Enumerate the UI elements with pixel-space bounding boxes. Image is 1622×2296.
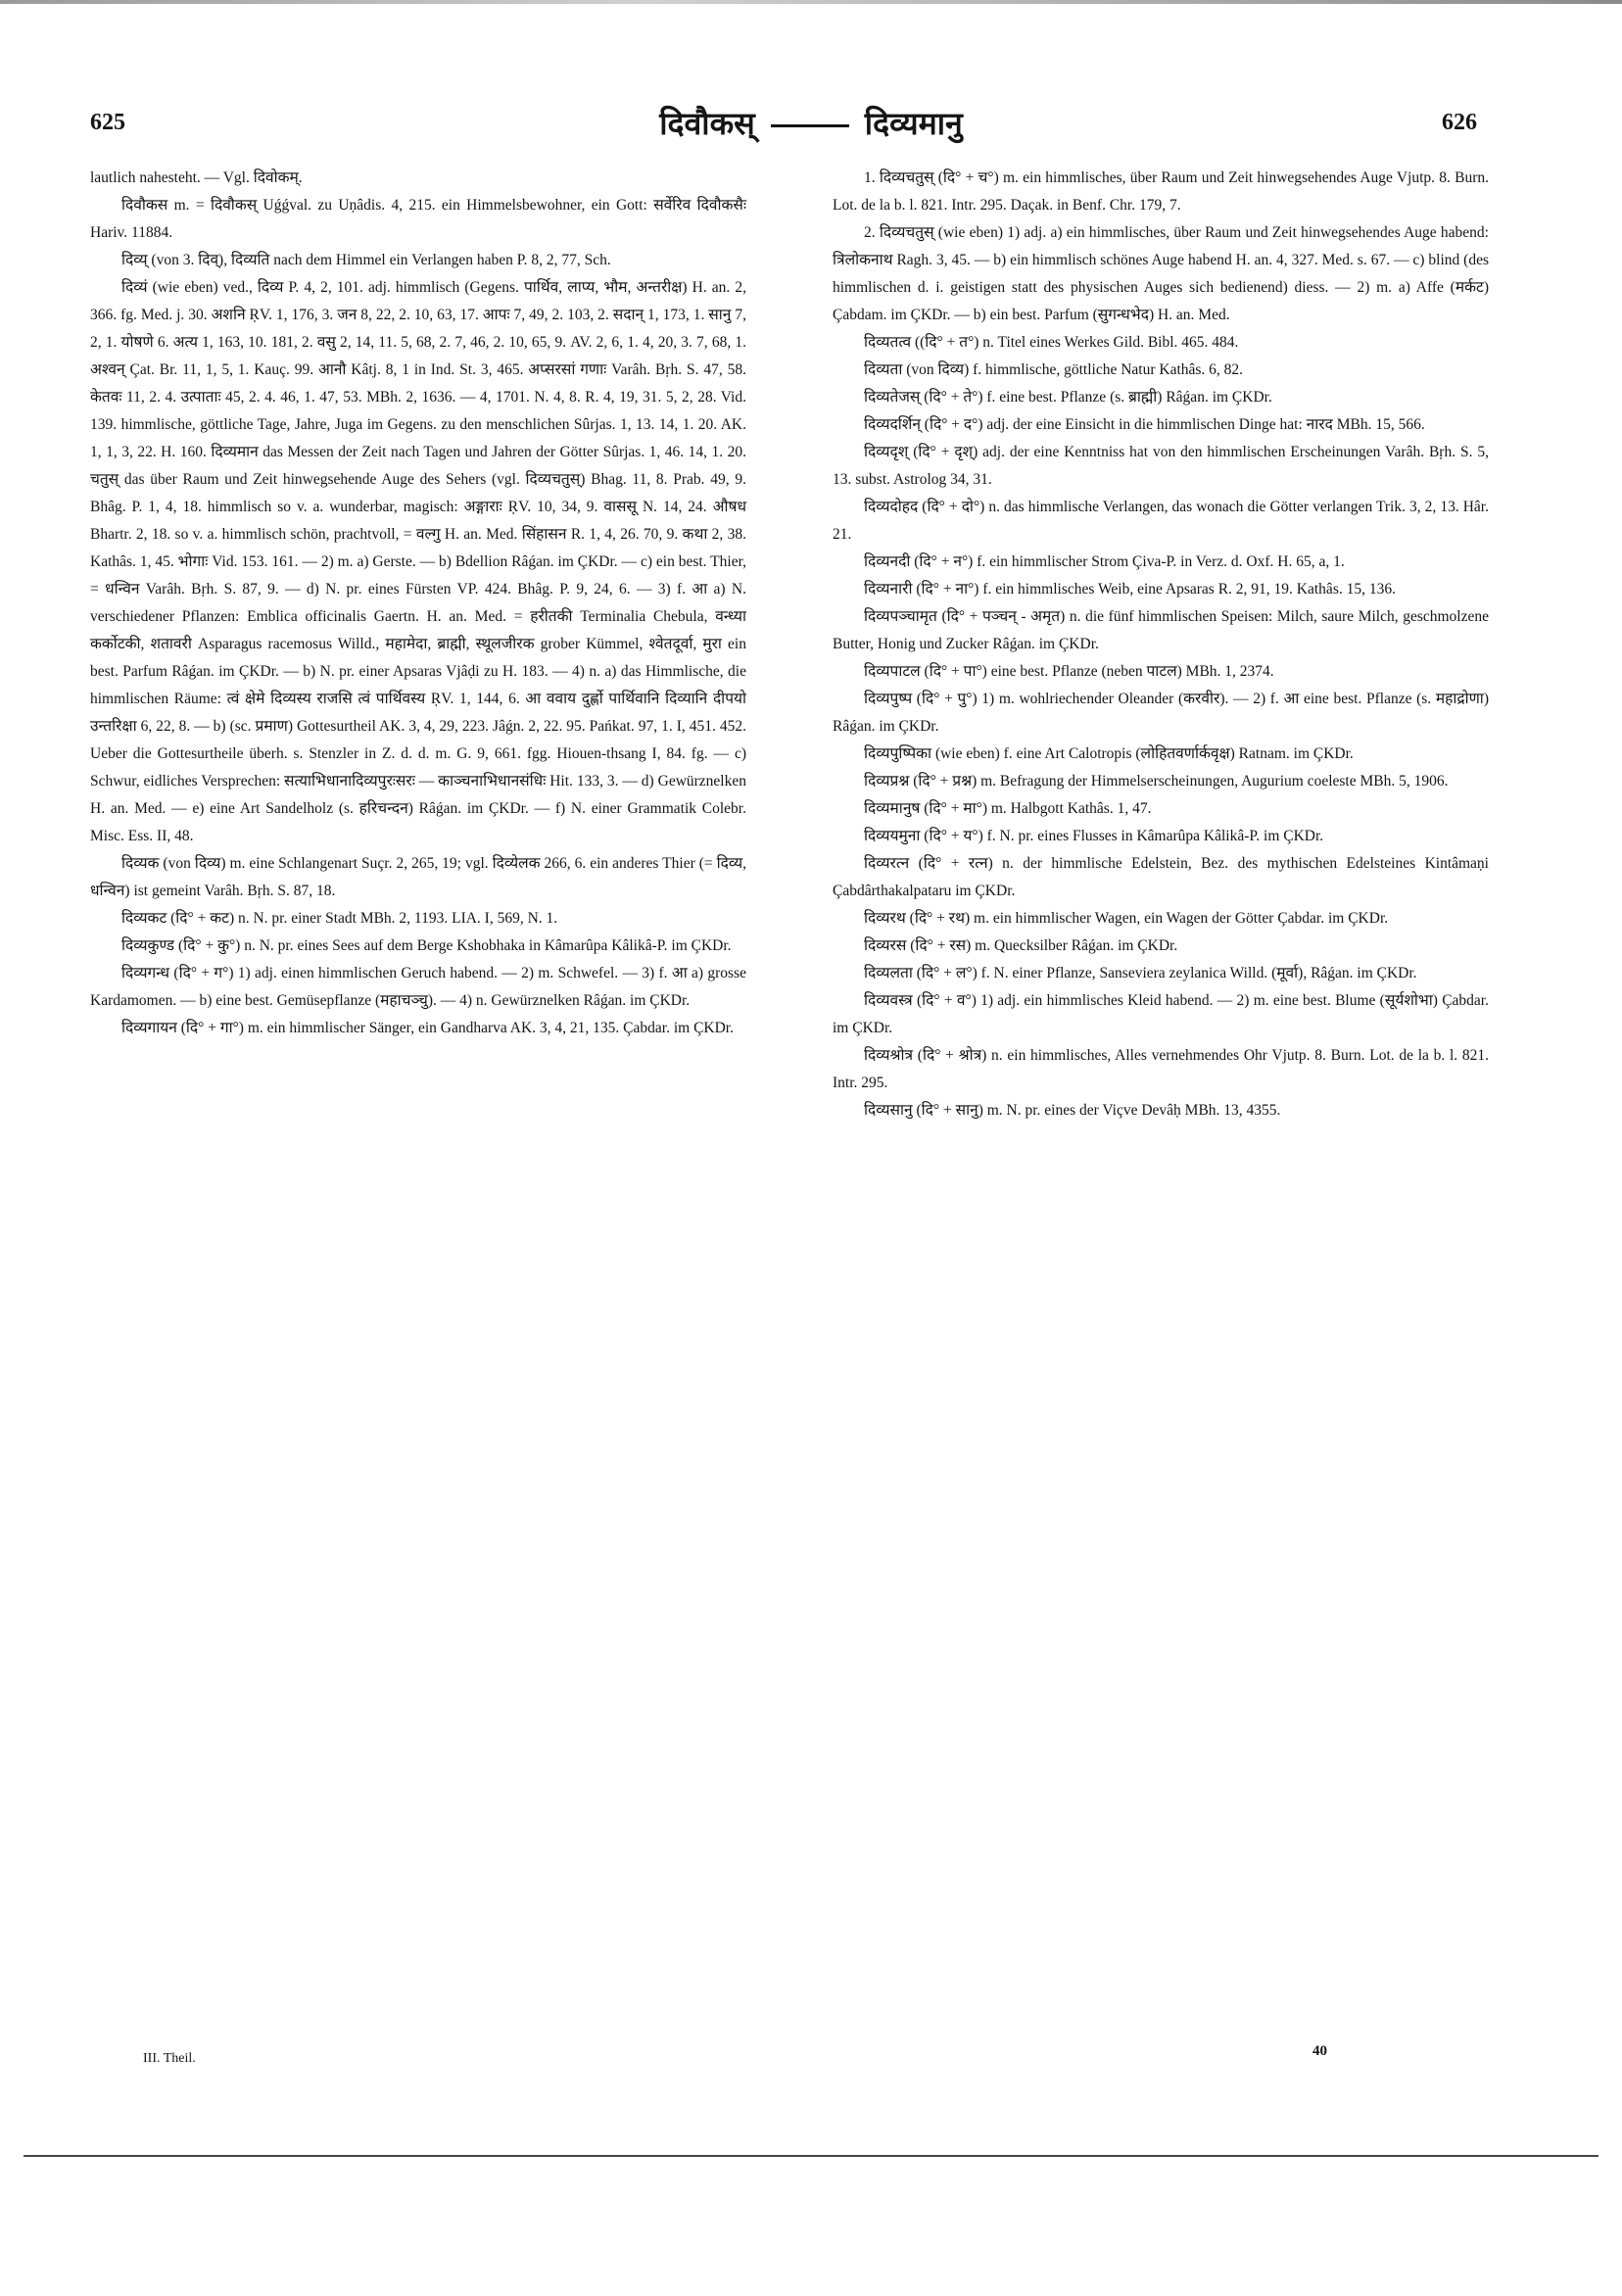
dictionary-entry: दिव्यपञ्चामृत (दि° + पञ्चन् - अमृत) n. die fünf himmlischen Speisen: Milch, saure Milch, geschmolzene Butter, Honig und Zucker Râǵan. im ÇKDr. <box>833 608 1489 652</box>
right-column <box>833 165 1489 1124</box>
dictionary-entry: दिव्यसानु (दि° + सानु) m. N. pr. eines der Viçve Devâḥ MBh. 13, 4355. <box>864 1102 1281 1119</box>
dictionary-entry: दिव्यदृश् (दि° + दृश्) adj. der eine Kenntniss hat von den himmlischen Erscheinungen Varâh. Bṛh. S. 5, 13. subst. Astrolog 34, 31. <box>833 444 1489 488</box>
dictionary-entry: दिव्यमानुष (दि° + मा°) m. Halbgott Kathâs. 1, 47. <box>864 800 1152 817</box>
dictionary-entry: दिव्यरत्न (दि° + रत्न) n. der himmlische Edelstein, Bez. des mythischen Edelsteines Kintâmaṇi Çabdârthakalpataru im ÇKDr. <box>833 855 1489 899</box>
dictionary-entry: दिव्य् (von 3. दिव्), दिव्यति nach dem Himmel ein Verlangen haben P. 8, 2, 77, Sch. <box>121 252 611 268</box>
volume-part-label: III. Theil. <box>143 2051 196 2066</box>
dictionary-entry: 2. दिव्यचतुस् (wie eben) 1) adj. a) ein himmlisches, über Raum und Zeit hinwegsehendes Auge habend: त्रिलोकनाथ Ragh. 3, 45. — b) ein himmlisch schönes Auge habend H. an. 4, 327. Med. s. 67. — c) blind (des himmlischen d. i. geistigen statt des physischen Auges sich bedienend) diess. — 2) m. a) Affe (मर्कट) Çabdam. im ÇKDr. — b) ein best. Parfum (सुगन्धभेद) H. an. Med. <box>833 224 1489 323</box>
top-edge-rule <box>0 0 1622 4</box>
dictionary-entry: दिव्यतेजस् (दि° + ते°) f. eine best. Pflanze (s. ब्राह्मी) Râǵan. im ÇKDr. <box>864 389 1272 406</box>
dictionary-entry: दिव्यवस्त्र (दि° + व°) 1) adj. ein himmlisches Kleid habend. — 2) m. eine best. Blume (सूर्यशोभा) Çabdar. im ÇKDr. <box>833 992 1489 1036</box>
bottom-rule <box>24 2155 1598 2157</box>
left-column <box>90 165 746 1042</box>
dictionary-entry: 1. दिव्यचतुस् (दि° + च°) m. ein himmlisches, über Raum und Zeit hinwegsehendes Auge Vjutp. 8. Burn. Lot. de la b. l. 821. Intr. 295. Daçak. in Benf. Chr. 179, 7. <box>833 169 1489 214</box>
page-number-right: 626 <box>1442 110 1477 135</box>
dictionary-entry: दिव्यकुण्ड (दि° + कु°) n. N. pr. eines Sees auf dem Berge Kshobhaka in Kâmarûpa Kâlikâ-P. im ÇKDr. <box>121 937 732 954</box>
running-head <box>0 102 1622 144</box>
dictionary-entry: दिव्यश्रोत्र (दि° + श्रोत्र) n. ein himmlisches, Alles vernehmendes Ohr Vjutp. 8. Burn. Lot. de la b. l. 821. Intr. 295. <box>833 1047 1489 1091</box>
signature-mark: 40 <box>1312 2043 1327 2059</box>
dictionary-entry: दिव्यतत्व ((दि° + त°) n. Titel eines Werkes Gild. Bibl. 465. 484. <box>864 334 1239 351</box>
dictionary-entry: दिव्यकट (दि° + कट) n. N. pr. einer Stadt MBh. 2, 1193. LIA. I, 569, N. 1. <box>121 910 558 927</box>
dictionary-entry: दिव्यलता (दि° + ल°) f. N. einer Pflanze, Sanseviera zeylanica Willd. (मूर्वा), Râǵan. im ÇKDr. <box>864 965 1417 981</box>
dictionary-entry: दिव्यप्रश्न (दि° + प्रश्न) m. Befragung der Himmelserscheinungen, Augurium coeleste MBh. 5, 1906. <box>864 773 1449 789</box>
dictionary-entry: दिव्यपुष्प (दि° + पु°) 1) m. wohlriechender Oleander (करवीर). — 2) f. आ eine best. Pflanze (s. महाद्रोणा) Râǵan. im ÇKDr. <box>833 691 1489 735</box>
dictionary-entry: दिव्यपुष्पिका (wie eben) f. eine Art Calotropis (लोहितवर्णार्कवृक्ष) Ratnam. im ÇKDr. <box>864 745 1354 762</box>
dictionary-entry: दिव्यगन्ध (दि° + ग°) 1) adj. einen himmlischen Geruch habend. — 2) m. Schwefel. — 3) f. आ a) grosse Kardamomen. — b) eine best. Gemüsepflanze (महाचञ्चु). — 4) n. Gewürznelken Râǵan. im ÇKDr. <box>90 965 746 1009</box>
dictionary-entry: दिवौकस m. = दिवौकस् Uǵǵval. zu Uṇâdis. 4, 215. ein Himmelsbewohner, ein Gott: सर्वेरिव दिवौकसैः Hariv. 11884. <box>90 197 746 241</box>
dictionary-entry: lautlich nahesteht. — Vgl. दिवोकम्. <box>90 169 303 186</box>
dictionary-entry: दिव्यता (von दिव्य) f. himmlische, göttliche Natur Kathâs. 6, 82. <box>864 361 1244 378</box>
dictionary-entry: दिव्यनदी (दि° + न°) f. ein himmlischer Strom Çiva-P. in Verz. d. Oxf. H. 65, a, 1. <box>864 553 1345 570</box>
running-head-dash <box>771 124 849 127</box>
dictionary-entry: दिव्यक (von दिव्य) m. eine Schlangenart Suçr. 2, 265, 19; vgl. दिव्येलक 266, 6. ein anderes Thier (= दिव्य, धन्विन) ist gemeint Varâh. Bṛh. S. 87, 18. <box>90 855 746 899</box>
dictionary-entry: दिव्यदर्शिन् (दि° + द°) adj. der eine Einsicht in die himmlischen Dinge hat: नारद MBh. 15, 566. <box>864 416 1425 433</box>
dictionary-entry: दिव्यरस (दि° + रस) m. Quecksilber Râǵan. im ÇKDr. <box>864 937 1178 954</box>
dictionary-entry: दिव्यरथ (दि° + रथ) m. ein himmlischer Wagen, ein Wagen der Götter Çabdar. im ÇKDr. <box>864 910 1389 927</box>
dictionary-entry: दिव्यं (wie eben) ved., दिव्य P. 4, 2, 101. adj. himmlisch (Gegens. पार्थिव, लाप्य, भौम, अन्तरीक्ष) H. an. 2, 366. fg. Med. j. 30. अशनि ṚV. 1, 176, 3. जन 8, 22, 2. 10, 63, 17. आपः 7, 49, 2. 103, 2. सदान् 1, 173, 1. सानु 7, 2, 1. योषणे 6. अत्य 1, 163, 10. 181, 2. वसु 2, 14, 11. 5, 68, 2. 7, 46, 2. 10, 65, 9. AV. 2, 6, 1. 4, 20, 3. 7, 68, 1. अश्वन् Çat. Br. 11, 1, 5, 1. Kauç. 99. आनौ Kâtj. 8, 1 in Ind. St. 3, 465. अप्सरसां गणाः Varâh. Bṛh. S. 47, 58. केतवः 11, 2. 4. उत्पाताः 45, 2. 4. 46, 1. 47, 53. MBh. 2, 1636. — 4, 1701. N. 4, 8. R. 4, 19, 31. 5, 2, 28. Vid. 139. himmlische, göttliche Tage, Jahre, Juga im Gegens. zu den menschlichen Sûrjas. 1, 13. 14, 1. 20. AK. 1, 1, 3, 22. H. 160. दिव्यमान das Messen der Zeit nach Tagen und Jahren der Götter Sûrjas. 1, 46. 14, 1. 20. चतुस् das über Raum und Zeit hinwegsehende Auge des Sehers (vgl. दिव्यचतुस्) Bhag. 11, 8. Prab. 49, 9. Bhâg. P. 1, 4, 18. himmlisch so v. a. wunderbar, magisch: अङ्गाराः ṚV. 10, 34, 9. वाससू N. 14, 24. औषध Bhartr. 2, 18. so v. a. himmlisch schön, prachtvoll, = वल्गु H. an. Med. सिंहासन R. 1, 4, 26. 70, 9. कथा 2, 38. Kathâs. 1, 45. भोगाः Vid. 153. 161. — 2) m. a) Gerste. — b) Bdellion Râǵan. im ÇKDr. — c) ein best. Thier, = धन्विन Varâh. Bṛh. S. 87, 9. — d) N. pr. eines Fürsten VP. 424. Bhâg. P. 9, 24, 6. — 3) f. आ a) N. verschiedener Pflanzen: Emblica officinalis Gaertn. H. an. Med. = हरीतकी Terminalia Chebula, वन्ध्या कर्कोटकी, शतावरी Asparagus racemosus Willd., महामेदा, ब्राह्मी, स्थूलजीरक grober Kümmel, श्वेतदूर्वा, मुरा ein best. Parfum Râǵan. im ÇKDr. — b) N. pr. einer Apsaras Vjâḍi zu H. 183. — 4) n. a) das Himmlische, die himmlischen Räume: त्वं क्षेमे दिव्यस्य राजसि त्वं पार्थिवस्य ṚV. 1, 144, 6. आ ववाय दुर्ह्णो पार्थिवानि दिव्यानि दीपयो उन्तरिक्षा 6, 22, 8. — b) (sc. प्रमाण) Gottesurtheil AK. 3, 4, 29, 223. Jâǵn. 2, 22. 95. Pańkat. 97, 1. I, 451. 452. Ueber die Gottesurtheile überh. s. Stenzler in Z. d. d. m. G. 9, 661. fgg. Hiouen-thsang I, 84. fg. — c) Schwur, eidliches Versprechen: सत्याभिधानादिव्यपुरःसरः — काञ्चनाभिधानसंधिः Hit. 133, 3. — d) Gewürznelken H. an. Med. — e) eine Art Sandelholz (s. हरिचन्दन) Râǵan. im ÇKDr. — f) N. einer Grammatik Colebr. Misc. Ess. II, 48. <box>90 279 746 844</box>
dictionary-entry: दिव्ययमुना (दि° + य°) f. N. pr. eines Flusses in Kâmarûpa Kâlikâ-P. im ÇKDr. <box>864 828 1324 844</box>
page-number-left: 625 <box>90 110 125 135</box>
running-head-first-word: दिवौकस् <box>659 105 755 142</box>
running-head-last-word: दिव्यमानु <box>864 105 963 142</box>
dictionary-entry: दिव्यगायन (दि° + गा°) m. ein himmlischer Sänger, ein Gandharva AK. 3, 4, 21, 135. Çabdar. im ÇKDr. <box>121 1020 734 1036</box>
dictionary-entry: दिव्यनारी (दि° + ना°) f. ein himmlisches Weib, eine Apsaras R. 2, 91, 19. Kathâs. 15, 136. <box>864 581 1396 598</box>
dictionary-entry: दिव्यपाटल (दि° + पा°) eine best. Pflanze (neben पाटल) MBh. 1, 2374. <box>864 663 1274 680</box>
dictionary-entry: दिव्यदोहद (दि° + दो°) n. das himmlische Verlangen, das wonach die Götter verlangen Trik. 3, 2, 13. Hâr. 21. <box>833 499 1489 543</box>
